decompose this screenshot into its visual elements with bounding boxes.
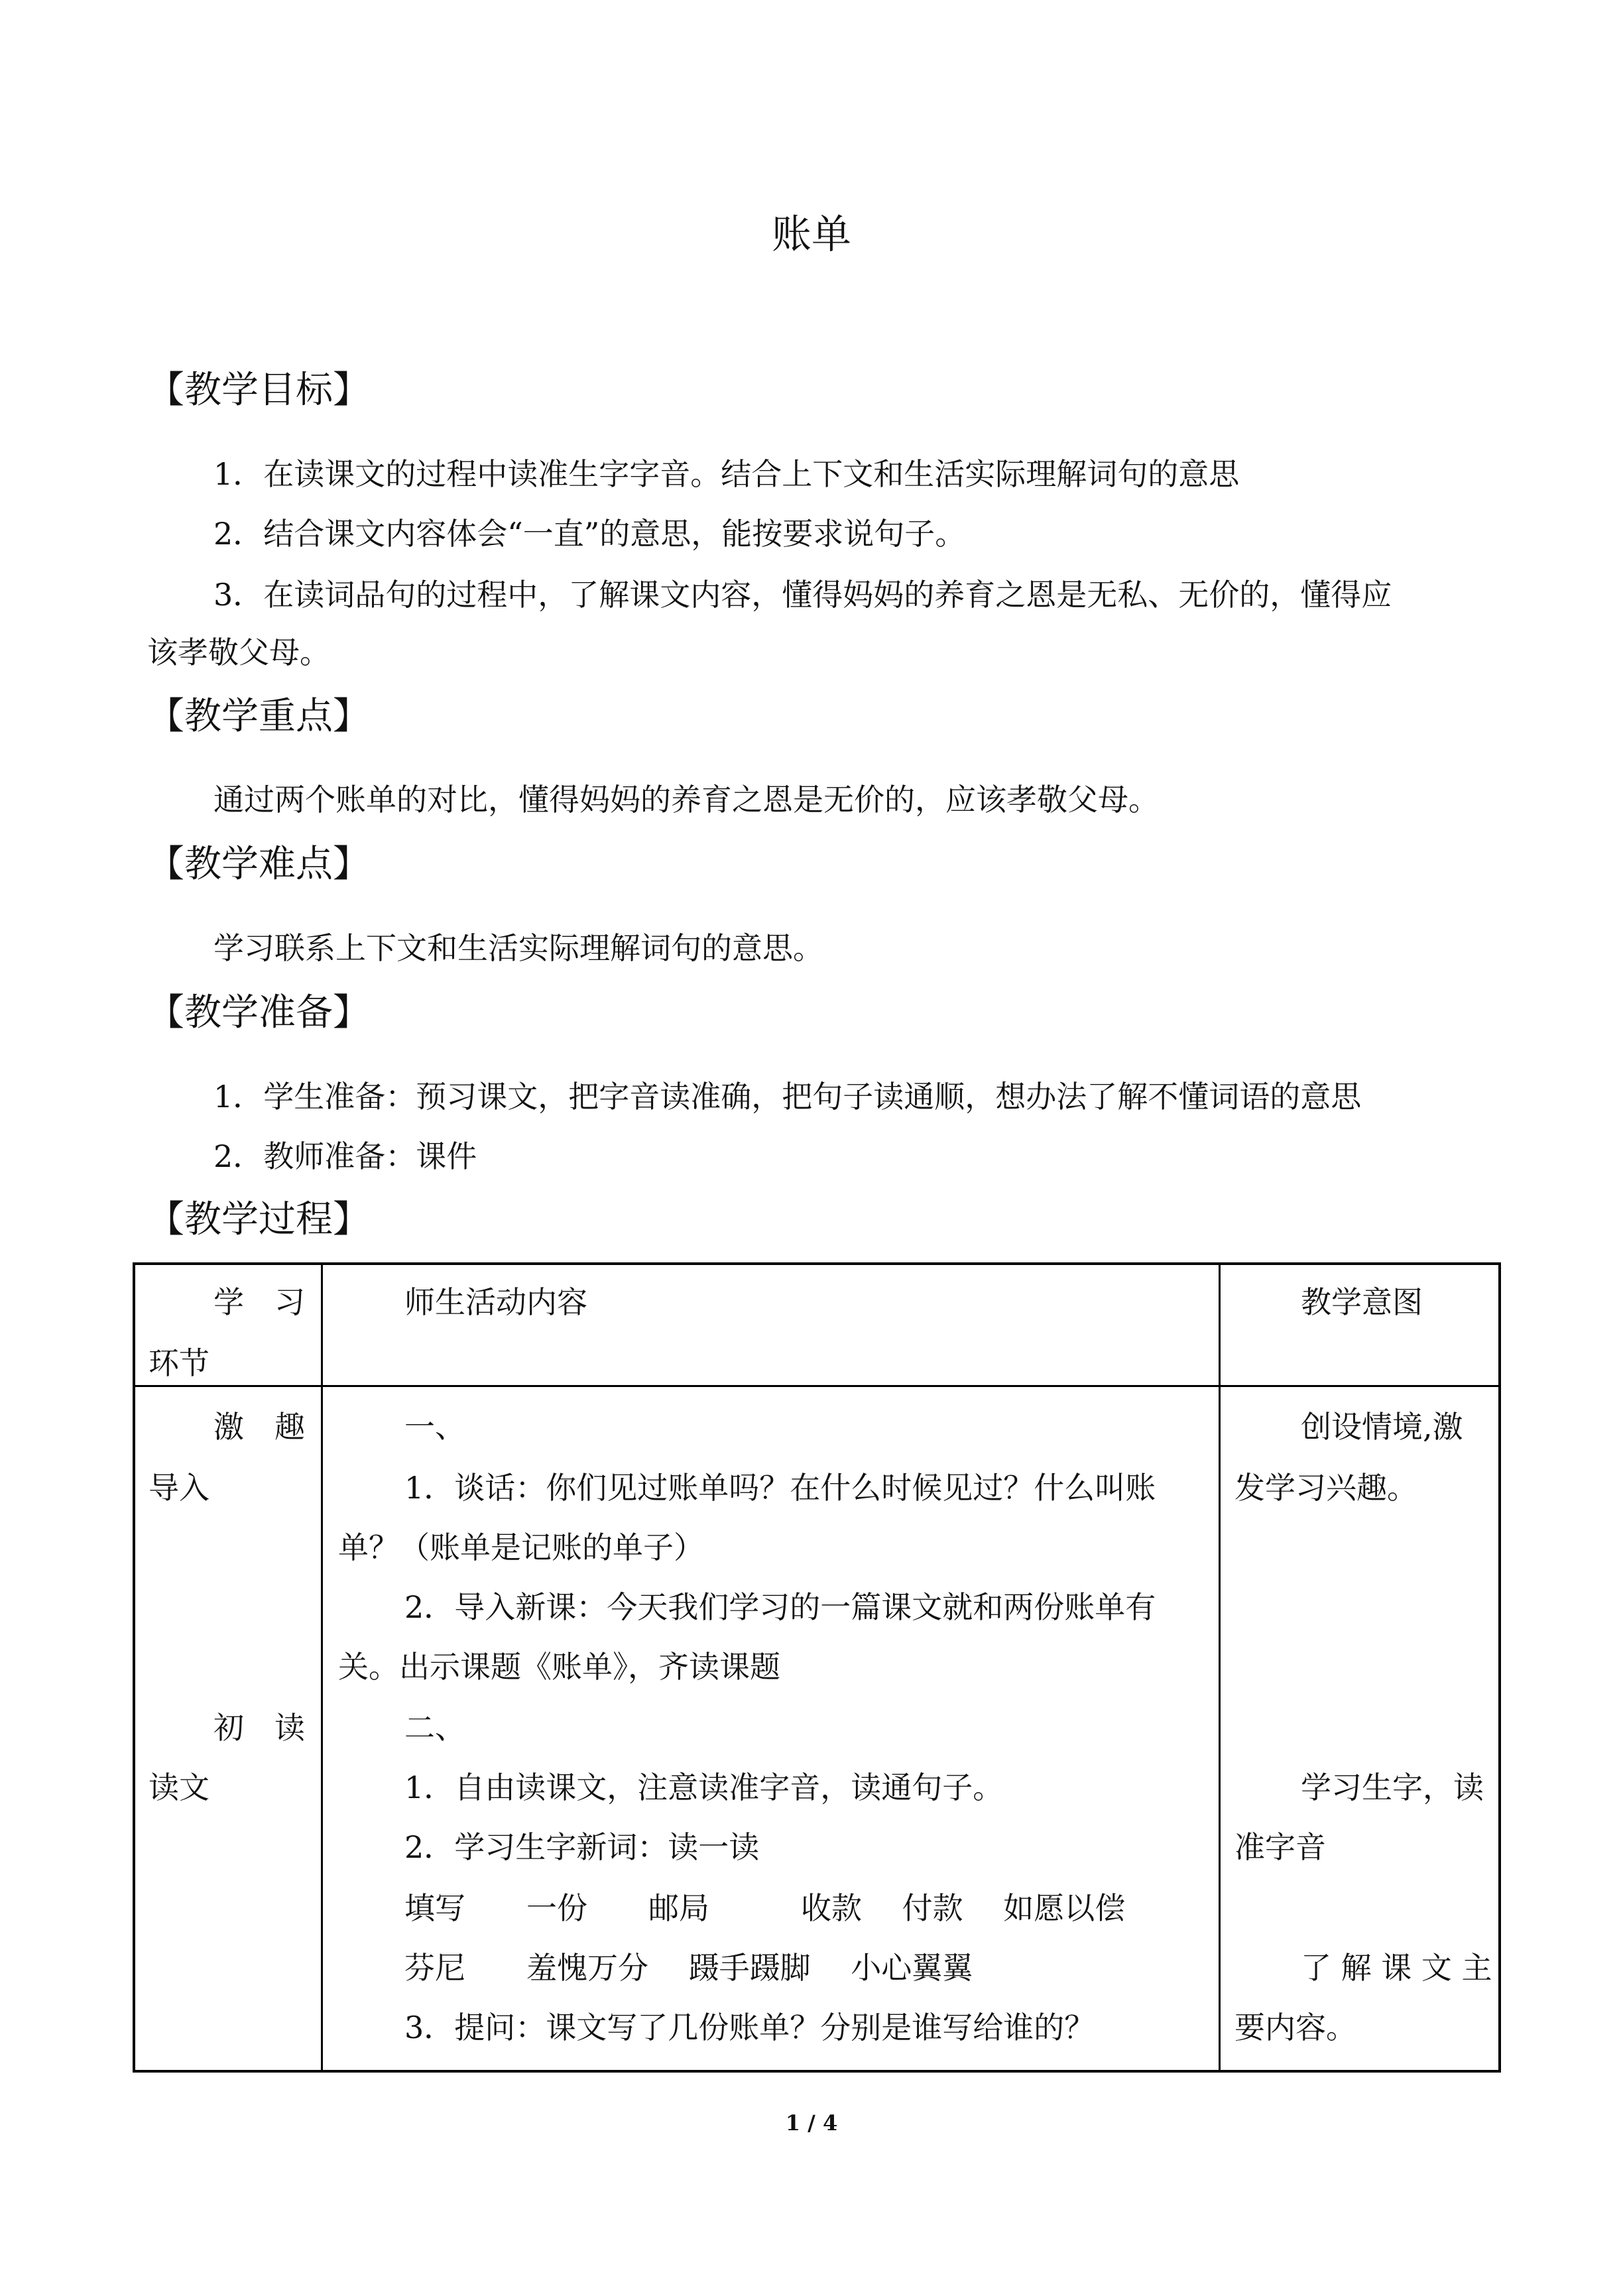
table-header-stage-a: 学 习 (213, 1284, 305, 1320)
stage-label-1a: 激 趣 (213, 1409, 305, 1445)
activity-line: 1．自由读课文，注意读准字音，读通句子。 (404, 1770, 1004, 1805)
activity-line: 3．提问：课文写了几份账单？分别是谁写给谁的？ (404, 2010, 1095, 2045)
activity-line: 二、 (404, 1710, 465, 1746)
table-header-intent: 教学意图 (1301, 1284, 1423, 1320)
table-divider-col2 (1219, 1262, 1221, 2073)
section-heading-preparation: 【教学准备】 (147, 991, 370, 1034)
page-number: 1 / 4 (785, 2110, 838, 2136)
table-divider-col1 (321, 1262, 323, 2073)
activity-line: 1．谈话：你们见过账单吗？在什么时候见过？什么叫账 (404, 1470, 1156, 1506)
difficulties-text: 学习联系上下文和生活实际理解词句的意思。 (213, 930, 823, 966)
section-heading-key-points: 【教学重点】 (147, 695, 370, 738)
goal-item-3: 3．在读词品句的过程中，了解课文内容，懂得妈妈的养育之恩是无私、无价的，懂得应 (213, 577, 1392, 613)
goal-item-2: 2．结合课文内容体会“一直”的意思，能按要求说句子。 (213, 516, 966, 552)
intent-line: 准字音 (1234, 1829, 1326, 1865)
key-points-text: 通过两个账单的对比，懂得妈妈的养育之恩是无价的，应该孝敬父母。 (213, 782, 1159, 817)
preparation-item-1: 1．学生准备：预习课文，把字音读准确，把句子读通顺，想办法了解不懂词语的意思 (213, 1079, 1362, 1115)
table-border-left (133, 1262, 135, 2073)
preparation-item-2: 2．教师准备：课件 (213, 1138, 477, 1174)
section-heading-difficulties: 【教学难点】 (147, 843, 370, 886)
stage-label-2b: 读文 (149, 1770, 210, 1805)
activity-line: 2．学习生字新词：读一读 (404, 1829, 760, 1865)
intent-line: 学习生字，读 (1301, 1770, 1484, 1805)
table-border-right (1498, 1262, 1501, 2073)
activity-line: 2．导入新课：今天我们学习的一篇课文就和两份账单有 (404, 1589, 1156, 1625)
activity-line: 一、 (404, 1409, 465, 1445)
table-header-activity: 师生活动内容 (404, 1284, 587, 1320)
section-heading-goals: 【教学目标】 (147, 369, 370, 412)
section-heading-process: 【教学过程】 (147, 1198, 370, 1241)
intent-line: 创设情境,激 (1301, 1409, 1463, 1445)
table-border-top (133, 1262, 1501, 1265)
activity-line: 芬尼 羞愧万分 蹑手蹑脚 小心翼翼 (404, 1950, 973, 1986)
stage-label-1b: 导入 (149, 1470, 210, 1506)
table-divider-header (133, 1385, 1501, 1387)
intent-line: 发学习兴趣。 (1234, 1470, 1417, 1506)
stage-label-2a: 初 读 (213, 1710, 305, 1746)
activity-line: 填写 一份 邮局 收款 付款 如愿以偿 (404, 1890, 1126, 1926)
activity-line: 关。出示课题《账单》，齐读课题 (338, 1649, 780, 1685)
activity-line: 单？（账单是记账的单子） (338, 1530, 704, 1565)
intent-line: 要内容。 (1234, 2010, 1356, 2045)
goal-item-1: 1．在读课文的过程中读准生字字音。结合上下文和生活实际理解词句的意思 (213, 456, 1240, 492)
goal-item-3-cont: 该孝敬父母。 (147, 634, 330, 670)
intent-line: 了 解 课 文 主 (1301, 1950, 1492, 1986)
table-header-stage-b: 环节 (149, 1345, 210, 1381)
table-border-bottom (133, 2070, 1501, 2073)
document-title: 账单 (772, 211, 851, 258)
